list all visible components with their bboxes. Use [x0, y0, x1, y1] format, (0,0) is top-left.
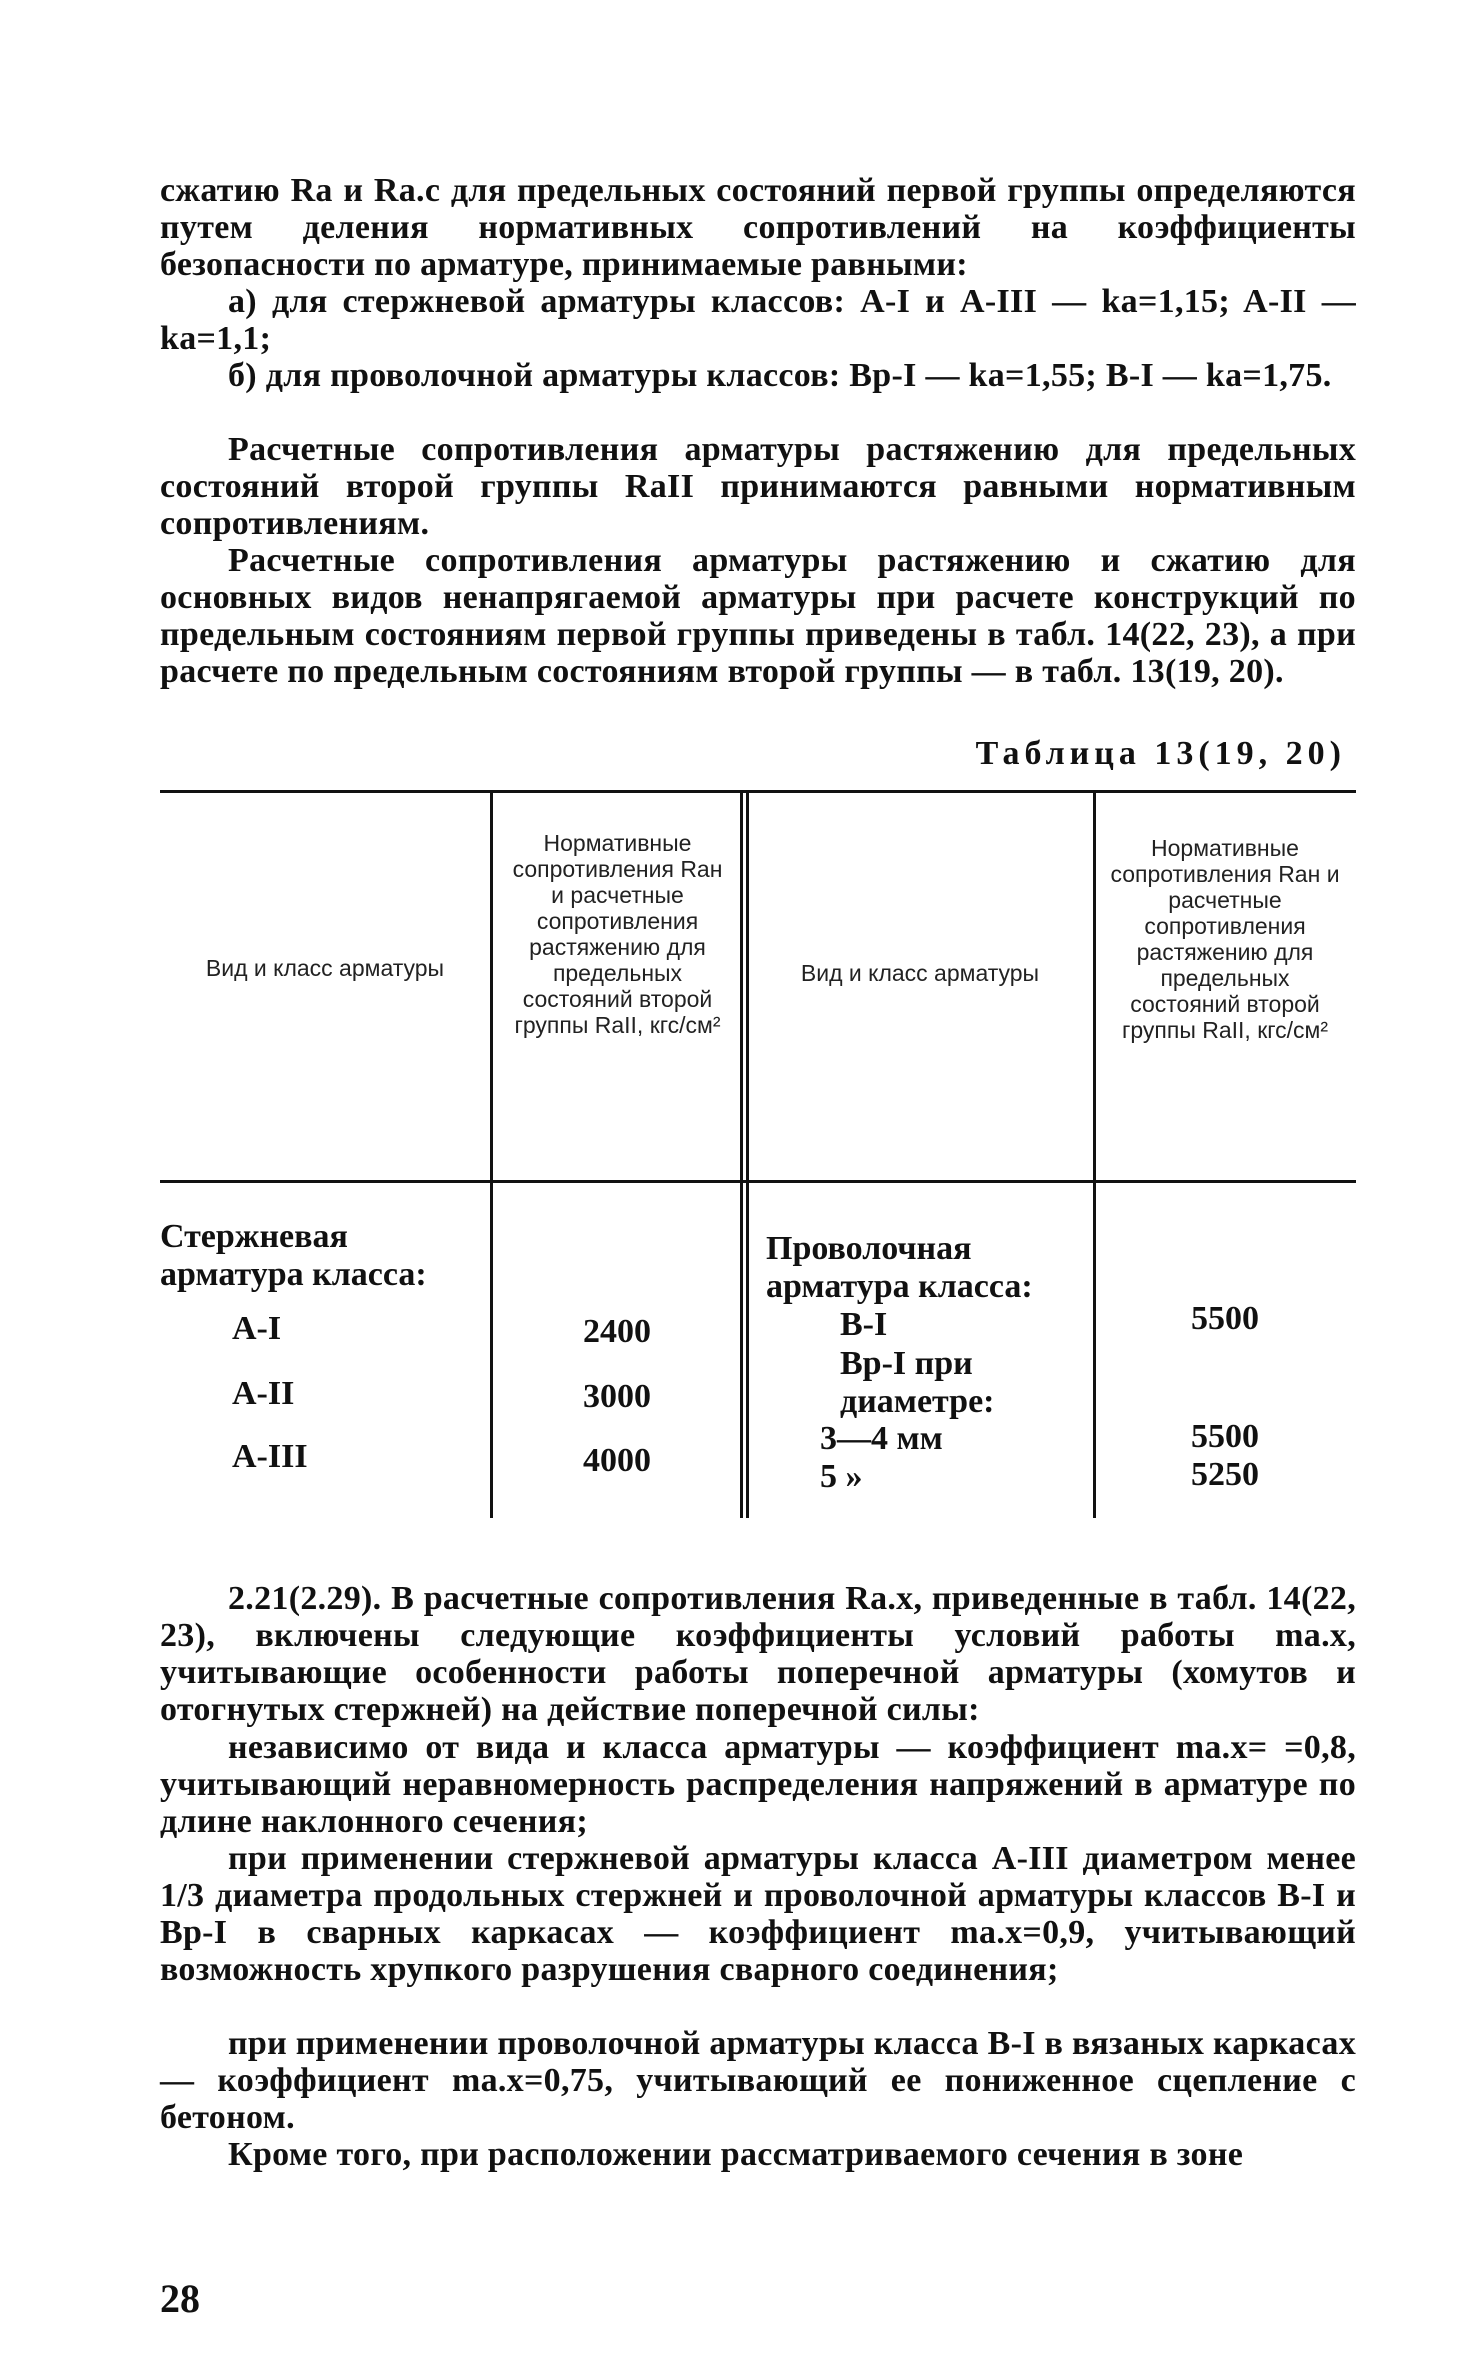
left-value-1: 2400 [583, 1313, 651, 1350]
table-top-rule [160, 790, 1356, 793]
right-value-4: 5250 [1191, 1456, 1259, 1493]
paragraph-8: при применении стержневой арматуры класса A-III диаметром менее 1/3 диаметра продольных стержней и проволочной арматуры классов В-I и Вр-I в сварных каркасах — коэффициент ma.x=0,9, учитывающий возможность хрупкого разрушения сварного соединения; [160, 1840, 1356, 1988]
left-class-2: A-II [232, 1375, 295, 1412]
table-col-divider-3 [1093, 790, 1096, 1518]
paragraph-5: Расчетные сопротивления арматуры растяжению и сжатию для основных видов ненапрягаемой арматуры при расчете конструкций по предельным состояниям первой группы приведены в табл. 14(22, 23), а при расчете по предельным состояниям второй группы — в табл. 13(19, 20). [160, 542, 1356, 690]
paragraph-10: Кроме того, при расположении рассматриваемого сечения в зоне [228, 2136, 1244, 2173]
table-caption: Таблица 13(19, 20) [975, 735, 1346, 772]
right-value-1: 5500 [1191, 1300, 1259, 1337]
paragraph-2: а) для стержневой арматуры классов: A-I и A-III — ka=1,15; A-II — ka=1,1; [160, 283, 1356, 357]
table-col-divider-1 [490, 790, 493, 1518]
data-table [160, 790, 1356, 1518]
left-value-3: 4000 [583, 1442, 651, 1479]
right-class-3: 3—4 мм [820, 1420, 943, 1457]
paragraph-9: при применении проволочной арматуры класса В-I в вязаных каркасах — коэффициент ma.x=0,75, учитывающий ее пониженное сцепление с бетоном. [160, 2025, 1356, 2136]
page-number: 28 [160, 2276, 200, 2321]
header-col3: Вид и класс арматуры [800, 960, 1040, 986]
right-class-1: В-I [840, 1306, 888, 1343]
paragraph-4: Расчетные сопротивления арматуры растяжению для предельных состояний второй группы RaII принимаются равными нормативным сопротивлениям. [160, 431, 1356, 542]
right-class-4: 5 » [820, 1458, 863, 1495]
table-col-divider-2b [746, 790, 749, 1518]
right-group-label: Проволочная арматура класса: [766, 1230, 1033, 1305]
left-class-3: A-III [232, 1438, 308, 1475]
left-group-label: Стержневая арматура класса: [160, 1218, 427, 1293]
header-col2: Нормативные сопротивления Raн и расчетные сопротивления растяжению для предельных состояний второй группы RaII, кгс/см² [512, 830, 723, 1038]
right-class-2: Вр-I при диаметре: [840, 1345, 995, 1420]
left-class-1: A-I [232, 1310, 282, 1347]
right-value-3: 5500 [1191, 1418, 1259, 1455]
header-col1: Вид и класс арматуры [205, 955, 445, 981]
paragraph-3: б) для проволочной арматуры классов: Вр-I — ka=1,55; В-I — ka=1,75. [228, 357, 1332, 394]
header-col4: Нормативные сопротивления Raн и расчетные сопротивления растяжению для предельных состояний второй группы RaII, кгс/см² [1110, 835, 1340, 1043]
table-col-divider-2a [740, 790, 743, 1518]
paragraph-7: независимо от вида и класса арматуры — коэффициент ma.x= =0,8, учитывающий неравномерность распределения напряжений в арматуре по длине наклонного сечения; [160, 1729, 1356, 1840]
left-value-2: 3000 [583, 1378, 651, 1415]
paragraph-1: сжатию Ra и Ra.c для предельных состояний первой группы определяются путем деления нормативных сопротивлений на коэффициенты безопасности по арматуре, принимаемые равными: [160, 172, 1356, 283]
table-header-rule [160, 1180, 1356, 1183]
paragraph-6: 2.21(2.29). В расчетные сопротивления Ra.x, приведенные в табл. 14(22, 23), включены следующие коэффициенты условий работы ma.x, учитывающие особенности работы поперечной арматуры (хомутов и отогнутых стержней) на действие поперечной силы: [160, 1580, 1356, 1728]
